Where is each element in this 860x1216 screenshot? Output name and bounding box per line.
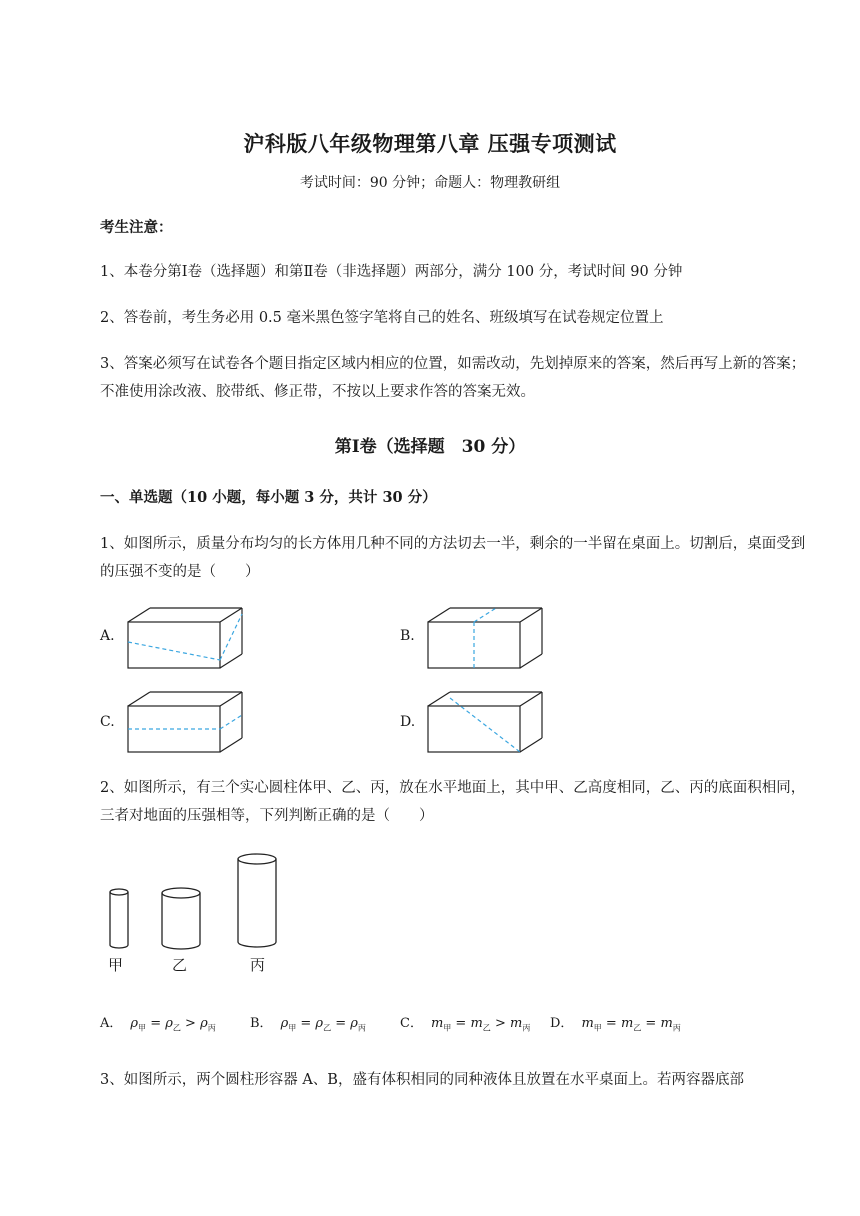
q1-option-b-label: B. [400,628,415,644]
notice-item-2: 2、答卷前，考生务必用 0.5 毫米黑色签字笔将自己的姓名、班级填写在试卷规定位置上 [100,310,664,326]
question-2-text: 2、如图所示，有三个实心圆柱体甲、乙、丙，放在水平地面上，其中甲、乙高度相同，乙、丙的底面积相同，三者对地面的压强相等，下列判断正确的是（ ） [100,780,806,824]
q1-option-d-figure [426,690,548,754]
q1-option-a-figure [126,606,248,670]
q1-option-c-figure [126,690,248,754]
q2-cylinders-figure [100,850,290,950]
part-title: 一、单选题（10 小题，每小题 3 分，共计 30 分） [100,489,437,506]
q1-option-a-label: A. [100,628,115,644]
q1-option-d-label: D. [400,714,416,730]
q2-option-a: A． $\rho_甲 = \rho_乙 > \rho_丙$ [100,1016,216,1033]
notice-item-3: 3、答案必须写在试卷各个题目指定区域内相应的位置，如需改动，先划掉原来的答案，然后再写上新的答案；不准使用涂改液、胶带纸、修正带，不按以上要求作答的答案无效。 [100,356,806,400]
q2-option-b: B． $\rho_甲 = \rho_乙 = \rho_丙$ [250,1016,366,1033]
section-title: 第Ⅰ卷（选择题 30 分） [334,437,526,457]
q1-option-c-label: C. [100,714,115,730]
q2-option-d: D． $m_甲 = m_乙 = m_丙$ [550,1016,681,1033]
notice-item-1: 1、本卷分第Ⅰ卷（选择题）和第Ⅱ卷（非选择题）两部分，满分 100 分，考试时间 90 分钟 [100,264,683,280]
question-3-text: 3、如图所示，两个圆柱形容器 A、B，盛有体积相同的同种液体且放置在水平桌面上。若两容器底部 [100,1072,744,1088]
cylinder-label-bing: 丙 [250,956,266,974]
q1-option-b-figure [426,606,548,670]
notice-heading: 考生注意： [100,219,173,236]
exam-info: 考试时间：90 分钟；命题人：物理教研组 [299,175,561,191]
q2-option-c: C． $m_甲 = m_乙 > m_丙$ [400,1016,531,1033]
page-title: 沪科版八年级物理第八章 压强专项测试 [243,131,617,156]
cylinder-label-jia: 甲 [108,956,124,974]
cylinder-label-yi: 乙 [172,956,188,974]
question-1-text: 1、如图所示，质量分布均匀的长方体用几种不同的方法切去一半，剩余的一半留在桌面上。切割后，桌面受到的压强不变的是（ ） [100,536,806,580]
